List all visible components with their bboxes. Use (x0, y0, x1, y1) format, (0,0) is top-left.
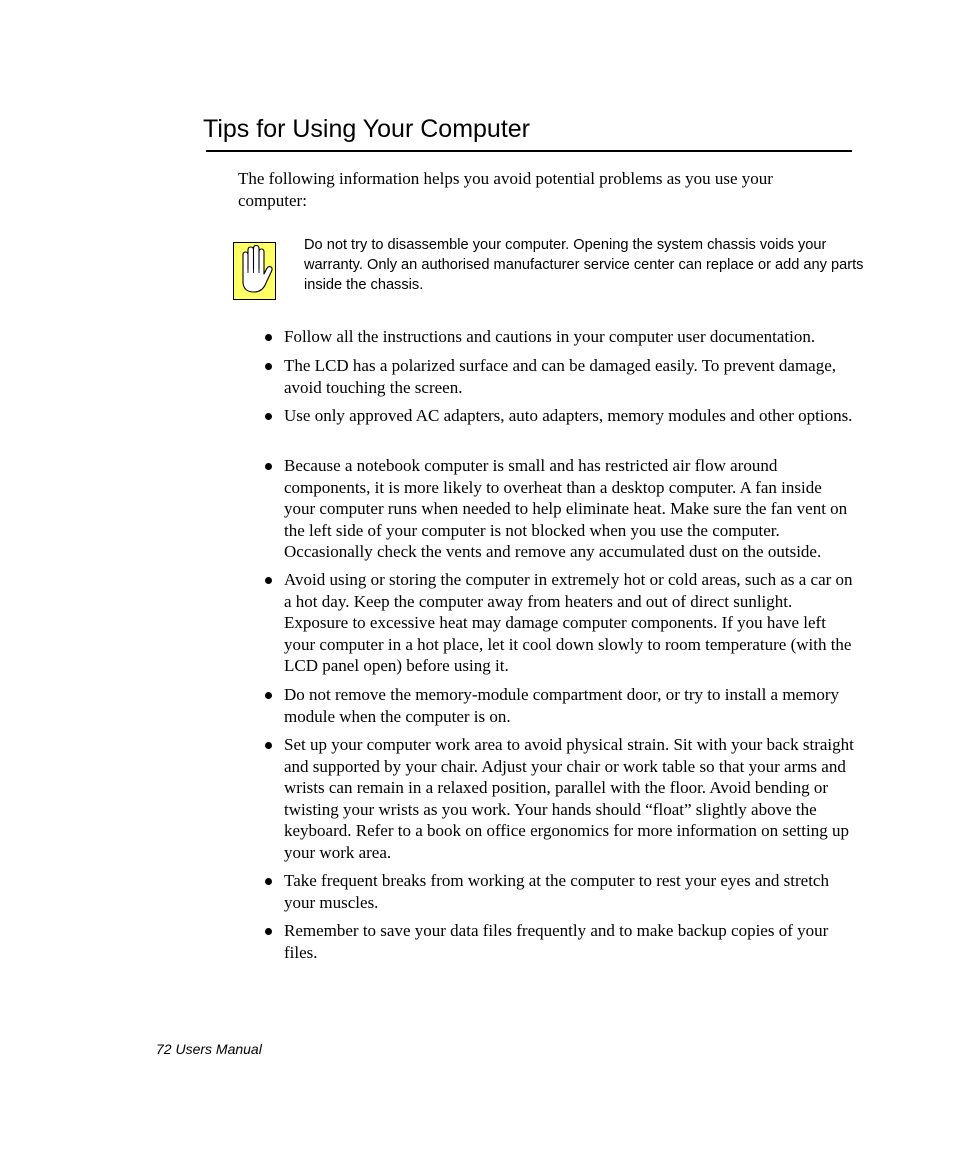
warning-text: Do not try to disassemble your computer. Opening the system chassis voids your warranty. Only an authorised manufacturer service center can replace or add any parts inside the chassis. (304, 237, 864, 293)
tip-text: Remember to save your data files frequently and to make backup copies of your files. (284, 921, 829, 962)
list-item (284, 455, 854, 563)
list-item (284, 405, 854, 427)
tip-text: Because a notebook computer is small and has restricted air flow around components, it is more likely to overheat than a desktop computer. A fan inside your computer runs when needed to help eliminate heat. Make sure the fan vent on the left side of your computer is not blocked when you use the computer. Occasionally check the vents and remove any accumulated dust on the outside. (284, 456, 848, 561)
title-rule (206, 150, 852, 152)
list-item (284, 569, 854, 677)
bullet-icon (265, 692, 272, 699)
list-item (284, 734, 854, 863)
intro-paragraph: The following information helps you avoid potential problems as you use your computer: (238, 169, 773, 210)
tip-text: Do not remove the memory-module compartment door, or try to install a memory module when the computer is on. (284, 685, 839, 726)
tip-text: The LCD has a polarized surface and can be damaged easily. To prevent damage, avoid touching the screen. (284, 356, 837, 397)
list-item (284, 355, 854, 398)
list-item (284, 326, 854, 348)
tip-text: Use only approved AC adapters, auto adapters, memory modules and other options. (284, 406, 853, 425)
bullet-icon (265, 742, 272, 749)
bullet-icon (265, 334, 272, 341)
tip-text: Take frequent breaks from working at the computer to rest your eyes and stretch your muscles. (284, 871, 829, 912)
tip-text: Avoid using or storing the computer in extremely hot or cold areas, such as a car on a hot day. Keep the computer away from heaters and out of direct sunlight. Exposure to excessive heat may damage computer components. If you have left your computer in a hot place, let it cool down slowly to room temperature (with the LCD panel open) before using it. (284, 570, 853, 675)
list-item (284, 684, 854, 727)
page-title: Tips for Using Your Computer (203, 115, 531, 143)
list-item (284, 870, 854, 913)
bullet-icon (265, 463, 272, 470)
tip-text: Follow all the instructions and cautions in your computer user documentation. (284, 327, 816, 346)
bullet-icon (265, 577, 272, 584)
bullet-icon (265, 928, 272, 935)
tip-text: Set up your computer work area to avoid physical strain. Sit with your back straight and supported by your chair. Adjust your chair or work table so that your arms and wrists can remain in a relaxed position, parallel with the floor. Avoid bending or twisting your wrists as you work. Your hands should “float” slightly above the keyboard. Refer to a book on office ergonomics for more information on setting up your work area. (284, 735, 854, 862)
hand-stop-icon (233, 242, 276, 300)
bullet-icon (265, 363, 272, 370)
bullet-icon (265, 413, 272, 420)
list-item (284, 920, 854, 963)
bullet-icon (265, 878, 272, 885)
page-footer: 72 Users Manual (156, 1041, 262, 1057)
